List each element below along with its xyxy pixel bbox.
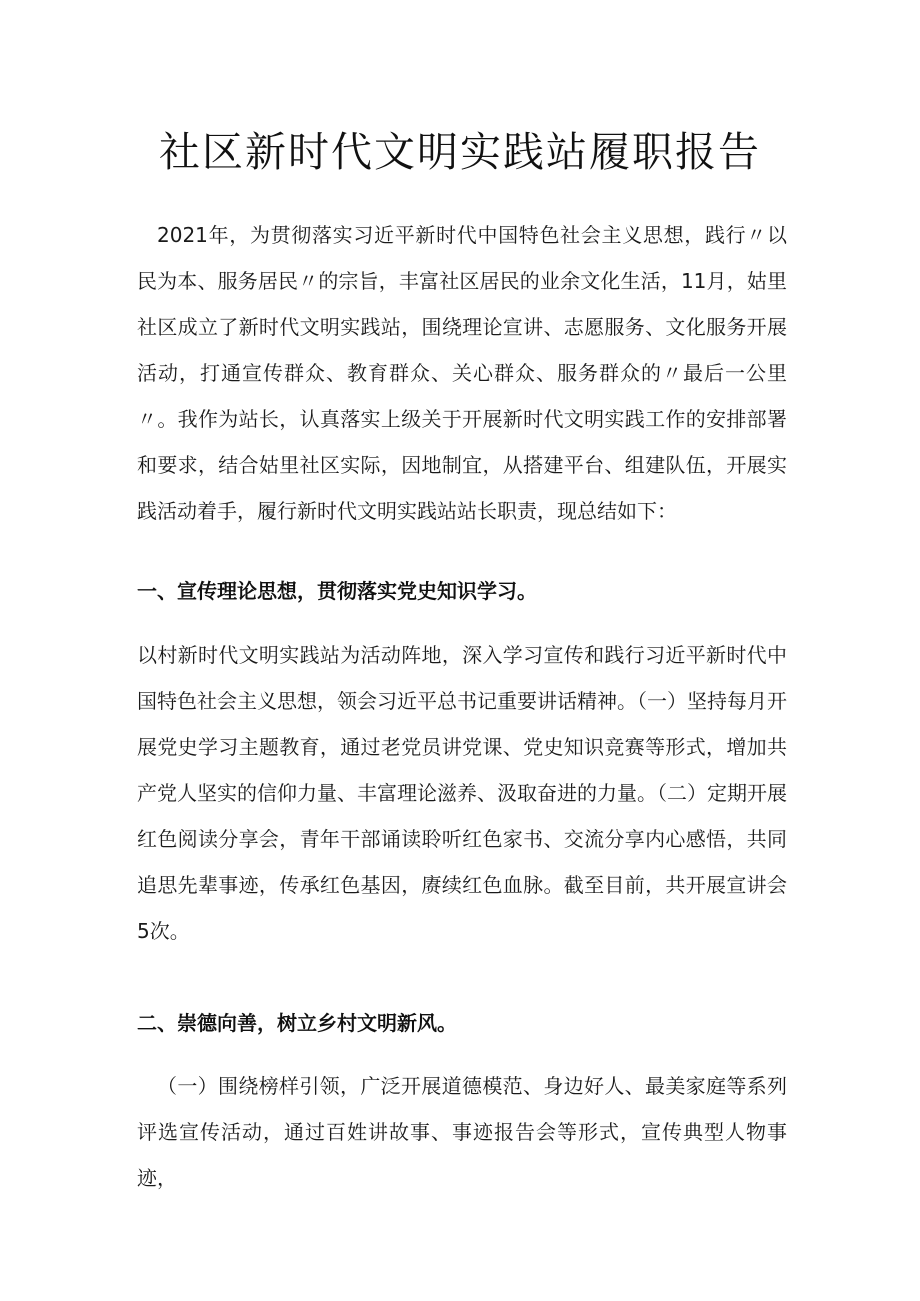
document-title: 社区新时代文明实践站履职报告 (159, 128, 761, 176)
section-body-2: （一）围绕榜样引领，广泛开展道德模范、身边好人、最美家庭等系列评选宣传活动，通过百姓讲故事、事迹报告会等形式，宣传典型人物事迹， (137, 1074, 787, 1190)
section-heading-1: 一、宣传理论思想，贯彻落实党史知识学习。 (137, 579, 537, 603)
intro-paragraph: 2021年，为贯彻落实习近平新时代中国特色社会主义思想，践行〃以民为本、服务居民〃的宗旨，丰富社区居民的业余文化生活，11月，姑里社区成立了新时代文明实践站，围绕理论宣讲、志愿服务、文化服务开展活动，打通宣传群众、教育群众、关心群众、服务群众的〃最后一公里〃。我作为站长，认真落实上级关于开展新时代文明实践工作的安排部署和要求，结合姑里社区实际，因地制宜，从搭建平台、组建队伍，开展实践活动着手，履行新时代文明实践站站长职责，现总结如下： (137, 223, 787, 523)
section-heading-2: 二、崇德向善，树立乡村文明新风。 (137, 1011, 457, 1035)
section-body-1: 以村新时代文明实践站为活动阵地，深入学习宣传和践行习近平新时代中国特色社会主义思想，领会习近平总书记重要讲话精神。（一）坚持每月开展党史学习主题教育，通过老党员讲党课、党史知识竞赛等形式，增加共产党人坚实的信仰力量、丰富理论滋养、汲取奋进的力量。（二）定期开展红色阅读分享会，青年干部诵读聆听红色家书、交流分享内心感悟，共同追思先辈事迹，传承红色基因，赓续红色血脉。截至目前，共开展宣讲会5次。 (137, 643, 787, 943)
